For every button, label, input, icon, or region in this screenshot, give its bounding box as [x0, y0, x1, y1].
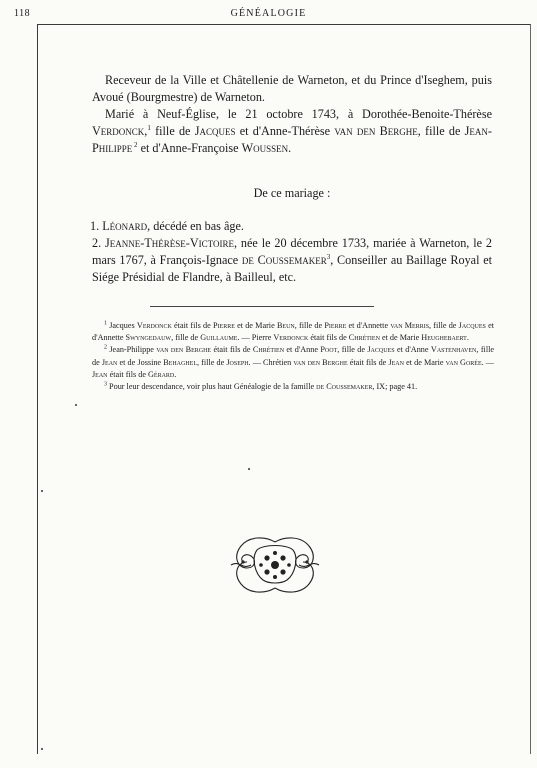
paragraph-occupation: Receveur de la Ville et Châtellenie de Warneton, et du Prince d'Iseghem, puis Avoué (Bourgmestre) de Warneton. — [92, 73, 492, 104]
print-speck — [41, 748, 43, 750]
footnotes — [92, 320, 494, 393]
paragraph-marriage: Marié à Neuf-Église, le 21 octobre 1743, à Dorothée-Benoite-Thérèse Verdonck,$^1$ fille de Jacques et d'Anne-Thérèse van den Berghe, fille de Jean-Philippe $^2$ et d'Anne-Françoise Woussen. — [92, 107, 492, 155]
print-speck — [41, 490, 43, 492]
footnote-3: $^3$ Pour leur descendance, voir plus haut Généalogie de la famille de Coussemaker, IX; page 41. — [104, 381, 418, 392]
print-speck — [248, 468, 250, 470]
main-text — [92, 72, 492, 157]
footnote-rule — [150, 306, 374, 307]
list-item: 1. Léonard, décédé en bas âge. — [90, 219, 244, 233]
page-number: 118 — [14, 8, 31, 19]
section-heading: De ce mariage : — [253, 186, 331, 200]
print-speck — [75, 404, 77, 406]
footnote-1: $^1$ Jacques Verdonck était fils de Pierre et de Marie Beun, fille de Pierre et d'Annette van Merris, fille de Jacques et d'Annette Swyngedauw, fille de Guillaume. — Pierre Verdonck était fils de Chrétien et de Marie Heughebaert. — [92, 320, 495, 343]
list-item: 2. Jeanne-Thérèse-Victoire, née le 20 décembre 1733, mariée à Warneton, le 2 mars 1767, à François-Ignace de Coussemaker$^3$, Conseiller au Baillage Royal et Siége Présidial de Flandre, à Bailleul, etc. — [92, 236, 493, 284]
floral-vignette-icon — [227, 534, 323, 596]
children-list — [92, 218, 492, 286]
footnote-2: $^2$ Jean-Philippe van den Berghe était fils de Chrétien et d'Anne Poot, fille de Jacques et d'Anne Vastenhaven, fille de Jean et de Jossine Behaghel, fille de Joseph. — Chrétien van den Berghe était fils de Jean et de Marie van Gorée. — Jean était fils de Gérard. — [92, 344, 494, 379]
running-head: GÉNÉALOGIE — [230, 8, 307, 19]
